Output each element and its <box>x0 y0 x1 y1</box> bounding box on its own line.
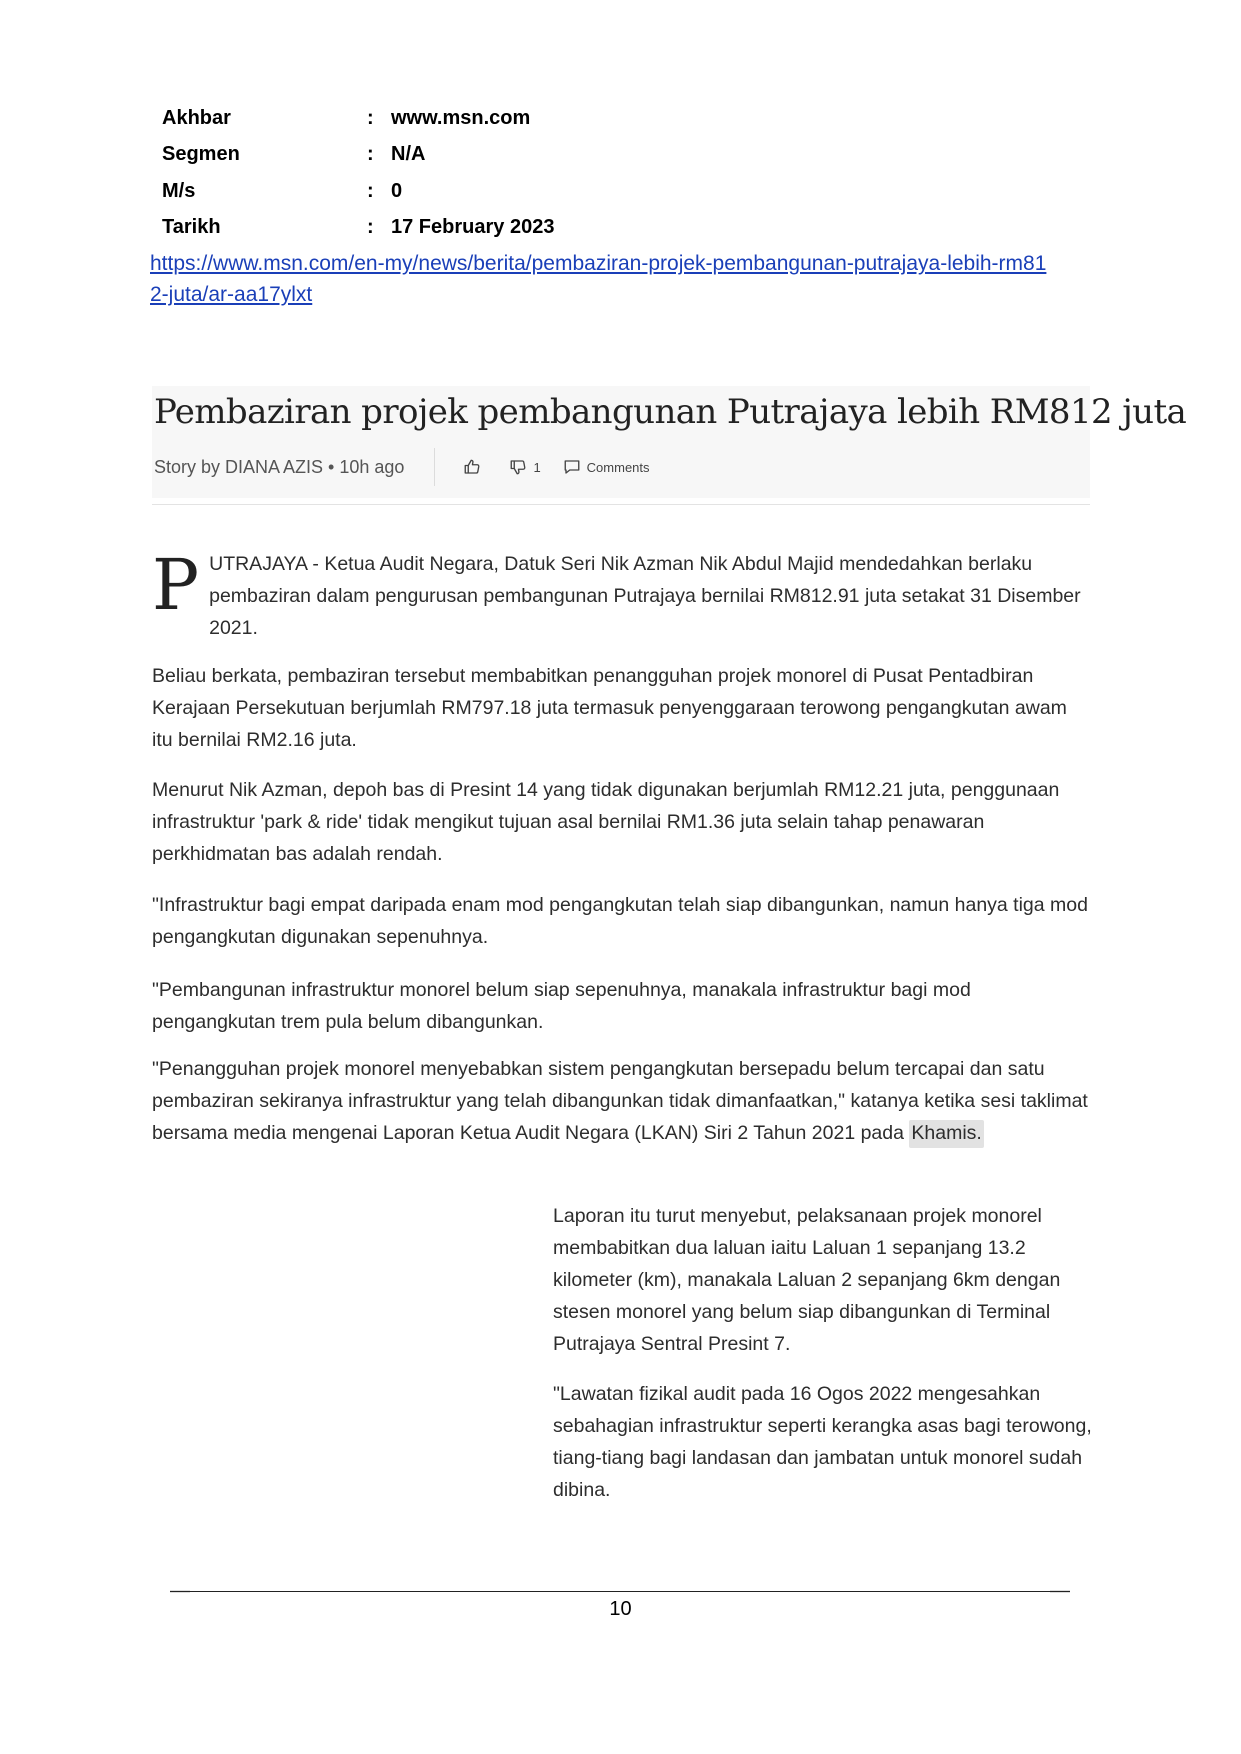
comments-label: Comments <box>586 459 650 475</box>
thumbs-down-icon <box>509 458 527 476</box>
dislike-count: 1 <box>533 459 541 475</box>
paragraph-1-text: UTRAJAYA - Ketua Audit Negara, Datuk Seri Nik Azman Nik Abdul Majid mendedahkan berlaku pembaziran dalam pengurusan pembangunan Putrajaya bernilai RM812.91 juta setakat 31 Disember 2021. <box>209 553 1081 639</box>
meta-colon: : <box>367 106 374 129</box>
like-button[interactable] <box>463 458 487 476</box>
meta-value: 0 <box>391 179 403 202</box>
paragraph-6-last-word: Khamis. <box>909 1120 983 1148</box>
meta-colon: : <box>367 216 374 239</box>
paragraph-1 <box>152 544 1092 644</box>
paragraph-4: "Infrastruktur bagi empat daripada enam mod pengangkutan telah siap dibangunkan, namun hanya tiga mod pengangkutan digunakan sepenuhnya. <box>152 894 1088 948</box>
comments-button[interactable] <box>563 458 650 476</box>
meta-value: 17 February 2023 <box>391 216 555 239</box>
paragraph-8: "Lawatan fizikal audit pada 16 Ogos 2022 mengesahkan sebahagian infrastruktur seperti kerangka asas bagi terowong, tiang-tiang bagi landasan dan jambatan untuk monorel sudah dibina. <box>553 1383 1092 1501</box>
paragraph-5: "Pembangunan infrastruktur monorel belum siap sepenuhnya, manakala infrastruktur bagi mod pengangkutan trem pula belum dibangunkan. <box>152 979 971 1033</box>
headline-divider <box>152 504 1090 505</box>
meta-label: Segmen <box>162 143 240 166</box>
meta-label: M/s <box>162 179 196 202</box>
meta-row-akhbar <box>162 100 554 137</box>
meta-colon: : <box>367 179 374 202</box>
footer-rule <box>170 1591 1070 1592</box>
paragraph-6 <box>152 1053 1092 1149</box>
article-byline: Story by DIANA AZIS • 10h ago <box>154 456 405 477</box>
paragraph-2: Beliau berkata, pembaziran tersebut membabitkan penangguhan projek monorel di Pusat Pentadbiran Kerajaan Persekutuan berjumlah RM797.18 juta termasuk penyenggaraan terowong pengangkutan awam itu bernilai RM2.16 juta. <box>152 665 1067 751</box>
meta-value: www.msn.com <box>391 106 531 129</box>
article-header <box>152 386 1187 505</box>
paragraph-3: Menurut Nik Azman, depoh bas di Presint 14 yang tidak digunakan berjumlah RM12.21 juta, penggunaan infrastruktur 'park & ride' tidak mengikut tujuan asal bernilai RM1.36 juta selain tahap penawaran perkhidmatan bas adalah rendah. <box>152 779 1060 865</box>
page-number: 10 <box>609 1598 632 1620</box>
meta-value: N/A <box>391 143 426 166</box>
meta-row-ms <box>162 173 554 210</box>
clipping-metadata <box>162 100 554 246</box>
source-link[interactable]: https://www.msn.com/en-my/news/berita/pembaziran-projek-pembangunan-putrajaya-lebih-rm812-juta/ar-aa17ylxt <box>150 252 1047 306</box>
paragraph-6-text: "Penangguhan projek monorel menyebabkan sistem pengangkutan bersepadu belum tercapai dan satu pembaziran sekiranya infrastruktur yang telah dibangunkan tidak dimanfaatkan," katanya ketika sesi taklimat bersama media mengenai Laporan Ketua Audit Negara (LKAN) Siri 2 Tahun 2021 pada <box>152 1058 1088 1144</box>
meta-label: Akhbar <box>162 106 231 129</box>
meta-label: Tarikh <box>162 216 221 239</box>
comment-icon <box>563 458 581 476</box>
headline-box <box>152 386 1187 498</box>
dislike-button[interactable] <box>509 458 540 476</box>
paragraph-7: Laporan itu turut menyebut, pelaksanaan projek monorel membabitkan dua laluan iaitu Laluan 1 sepanjang 13.2 kilometer (km), manakala Laluan 2 sepanjang 6km dengan stesen monorel yang belum siap dibangunkan di Terminal Putrajaya Sentral Presint 7. <box>553 1205 1061 1355</box>
byline-divider <box>434 448 435 486</box>
meta-row-segmen <box>162 137 554 174</box>
meta-row-tarikh <box>162 210 554 247</box>
drop-cap: P <box>152 544 200 626</box>
byline-row <box>154 448 672 486</box>
thumbs-up-icon <box>463 458 481 476</box>
article-headline: Pembaziran projek pembangunan Putrajaya lebih RM812 juta <box>154 392 1187 432</box>
meta-colon: : <box>367 143 374 166</box>
